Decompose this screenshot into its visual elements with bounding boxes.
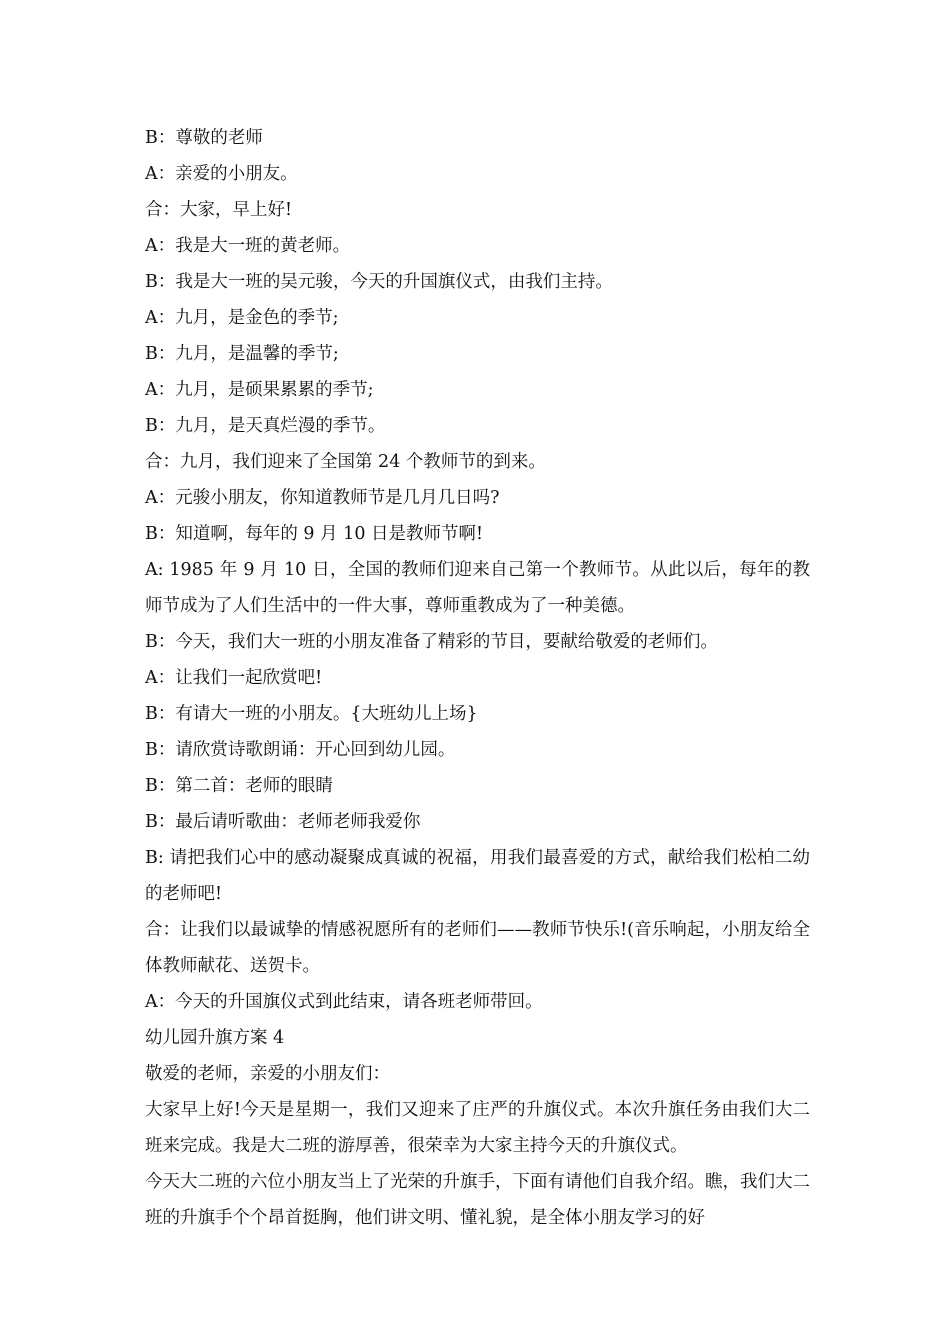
dialogue-line: 合：大家，早上好! <box>145 200 293 220</box>
dialogue-line: A：九月，是硕果累累的季节; <box>145 380 374 400</box>
document-body <box>145 120 810 1236</box>
dialogue-line: A：我是大一班的黄老师。 <box>145 236 351 256</box>
dialogue-line: A：亲爱的小朋友。 <box>145 164 298 184</box>
dialogue-line: B：请欣赏诗歌朗诵：开心回到幼儿园。 <box>145 740 456 760</box>
dialogue-line: B：九月，是天真烂漫的季节。 <box>145 416 386 436</box>
dialogue-line: B：有请大一班的小朋友。{大班幼儿上场} <box>145 704 478 724</box>
dialogue-line: B：第二首：老师的眼睛 <box>145 776 333 796</box>
dialogue-line: 合：九月，我们迎来了全国第 24 个教师节的到来。 <box>145 452 546 472</box>
body-paragraph: 今天大二班的六位小朋友当上了光荣的升旗手，下面有请他们自我介绍。瞧，我们大二班的升旗手个个昂首挺胸，他们讲文明、懂礼貌，是全体小朋友学习的好 <box>145 1172 810 1228</box>
dialogue-line: B: 请把我们心中的感动凝聚成真诚的祝福，用我们最喜爱的方式，献给我们松柏二幼的老师吧! <box>145 848 810 904</box>
dialogue-line: B：今天，我们大一班的小朋友准备了精彩的节目，要献给敬爱的老师们。 <box>145 632 718 652</box>
dialogue-line: B：最后请听歌曲：老师老师我爱你 <box>145 812 421 832</box>
dialogue-line: A：九月，是金色的季节; <box>145 308 339 328</box>
dialogue-line: B：尊敬的老师 <box>145 128 263 148</box>
section-heading: 幼儿园升旗方案 4 <box>145 1028 285 1048</box>
dialogue-line: B：我是大一班的吴元骏，今天的升国旗仪式，由我们主持。 <box>145 272 613 292</box>
dialogue-line: A: 1985 年 9 月 10 日，全国的教师们迎来自己第一个教师节。从此以后，每年的教师节成为了人们生活中的一件大事，尊师重教成为了一种美德。 <box>145 560 810 616</box>
dialogue-line: A：今天的升国旗仪式到此结束，请各班老师带回。 <box>145 992 543 1012</box>
body-paragraph: 大家早上好!今天是星期一，我们又迎来了庄严的升旗仪式。本次升旗任务由我们大二班来完成。我是大二班的游厚善，很荣幸为大家主持今天的升旗仪式。 <box>145 1100 810 1156</box>
dialogue-line: A：元骏小朋友，你知道教师节是几月几日吗? <box>145 488 500 508</box>
dialogue-line: A：让我们一起欣赏吧! <box>145 668 323 688</box>
dialogue-line: B：九月，是温馨的季节; <box>145 344 339 364</box>
dialogue-line: 合：让我们以最诚挚的情感祝愿所有的老师们——教师节快乐!(音乐响起，小朋友给全体教师献花、送贺卡。 <box>145 920 810 976</box>
dialogue-line: B：知道啊，每年的 9 月 10 日是教师节啊! <box>145 524 484 544</box>
salutation: 敬爱的老师，亲爱的小朋友们： <box>145 1064 390 1084</box>
